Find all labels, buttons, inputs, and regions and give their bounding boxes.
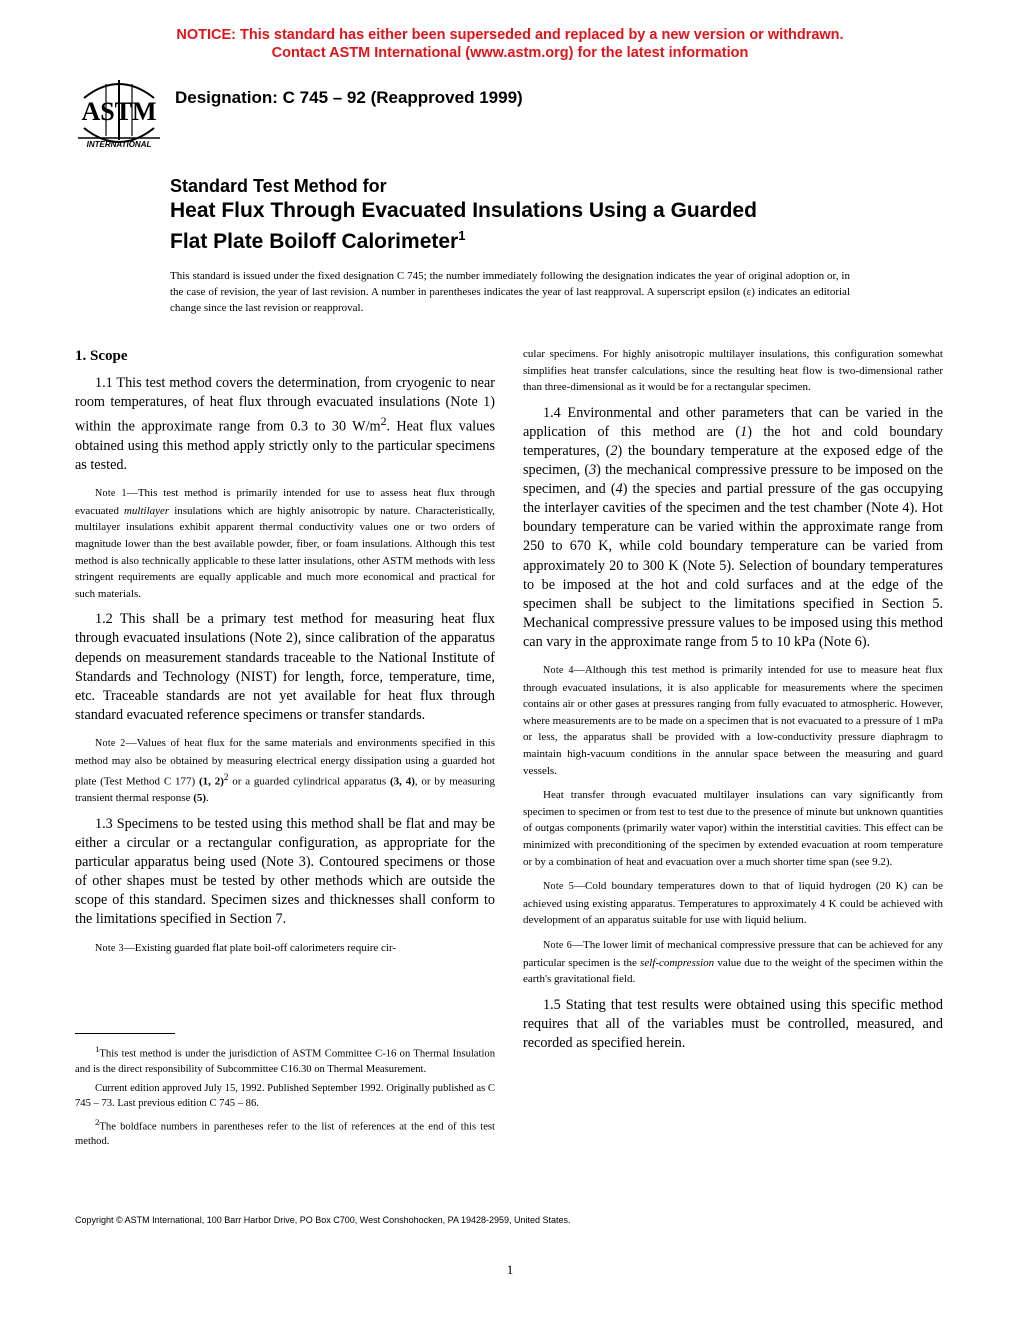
note-2 <box>75 735 495 807</box>
section-heading-scope: 1. Scope <box>75 348 128 364</box>
astm-logo <box>76 76 162 150</box>
title-line-1: Heat Flux Through Evacuated Insulations Using a Guarded <box>170 199 757 222</box>
issued-notice: This standard is issued under the fixed designation C 745; the number immediately following the designation indicates the year of original adoption or, in the case of revision, the year of last revision. A number in parentheses indicates the year of last reapproval. A superscript epsilon (ε) indicates an editorial change since the last revision or reapproval. <box>170 270 850 314</box>
logo-letters: ASTM <box>81 97 157 126</box>
footnote-1 <box>75 1042 495 1077</box>
note-1-text-a: —This test method is primarily intended for use to assess heat flux through evacuated <box>75 487 495 517</box>
p14-item-2: 2 <box>610 442 618 459</box>
note-2-ref-2: (3, 4) <box>389 775 415 788</box>
logo-subtext: INTERNATIONAL <box>86 140 152 149</box>
unit-superscript: 2 <box>380 414 387 429</box>
note-1-emphasis: multilayer <box>123 504 170 517</box>
note-5-text: —Cold boundary temperatures down to that of liquid hydrogen (20 K) can be achieved using existing apparatus. Temperatures to approximately 4 K could be achieved with development of an apparatus suitable for use with liquid helium. <box>523 880 943 927</box>
p14-item-3: 3 <box>589 462 597 479</box>
designation: Designation: C 745 – 92 (Reapproved 1999) <box>175 88 523 107</box>
note-1-label: Note 1 <box>95 488 127 500</box>
paragraph-1-1-text: 1.1 This test method covers the determination, from cryogenic to near room temperatures, of heat flux through evacuated insulations (Note 1) within the approximate range from 0.3 to 30 W/m <box>75 375 495 435</box>
paragraph-1-1 <box>75 374 495 475</box>
p14-a: 1.4 Environmental and other parameters that can be varied in the application of this method are ( <box>523 404 943 440</box>
note-3-label: Note 3 <box>95 942 124 954</box>
note-2-ref-3: (5) <box>193 792 207 805</box>
copyright: Copyright © ASTM International, 100 Barr Harbor Drive, PO Box C700, West Conshohocken, PA 19428-2959, United States. <box>75 1215 571 1225</box>
note-3 <box>75 940 495 958</box>
footnote-1-text: This test method is under the jurisdiction of ASTM Committee C-16 on Thermal Insulation and is the direct responsibility of Subcommittee C16.30 on Thermal Measurement. <box>75 1048 495 1075</box>
note-6-text-a: —The lower limit of mechanical compressive pressure that can be achieved for any particular specimen is the <box>523 938 943 969</box>
p14-d: ) the mechanical compressive pressure to be imposed on the specimen, and ( <box>523 462 943 498</box>
note-2-text-d: . <box>206 792 209 805</box>
paragraph-1-4 <box>523 404 943 652</box>
note-2-text-c: , or by measuring transient thermal response <box>75 775 496 805</box>
footnote-2-marker: 2 <box>95 1116 100 1127</box>
note-4-label: Note 4 <box>543 665 574 676</box>
paragraph-1-1-end: . Heat flux values obtained using this method apply strictly only to the particular specimens as tested. <box>75 418 495 474</box>
notice-line-2: Contact ASTM International (www.astm.org) for the latest information <box>271 45 749 61</box>
title-line-2-text: Flat Plate Boiloff Calorimeter <box>170 230 459 253</box>
note-4-paragraph-2: Heat transfer through evacuated multilayer insulations can vary significantly from specimen to specimen or from test to test due to the presence of minute but unknown quantities of outgas components (primarily water vapor) within the interstitial cavities. This effect can be minimized with preconditioning of the specimen by extended evacuation at room temperature or by a combination of heat and evacuation over a much shorter time span (see 9.2). <box>523 789 943 868</box>
note-1-text-b: insulations which are highly anisotropic by nature. Characteristically, multilayer insulations exhibit apparent thermal conductivity values one or two orders of magnitude lower than the best available powder, fiber, or foam insulations. Although this test method is also technically applicable to these latter insulations, other ASTM methods with less stringent requirements are equally applicable and much more economical and practical for such materials. <box>75 504 495 600</box>
footnotes <box>75 1042 495 1153</box>
note-6-text-b: value due to the weight of the specimen within the earth's gravitational field. <box>523 956 943 986</box>
title-block <box>170 174 890 254</box>
note-4 <box>523 662 943 779</box>
note-6 <box>523 937 943 988</box>
page-number: 1 <box>506 1262 514 1277</box>
note-2-text-a: —Values of heat flux for the same materials and environments specified in this method may also be obtained by measuring electrical energy dissipation using a guarded hot plate (Test Method C 177) <box>75 736 495 788</box>
footnote-1-edition: Current edition approved July 15, 1992. Published September 1992. Originally published as C 745 – 73. Last previous edition C 745 – 86. <box>75 1082 495 1109</box>
paragraph-1-2: 1.2 This shall be a primary test method for measuring heat flux through evacuated insulations (Note 2), since calibration of the apparatus depends on measurement standards traceable to the National Institute of Standards and Technology (NIST) for length, force, temperature, time, etc. Traceable standards are not yet available for heat flux through standard evacuated reference specimens or transfer standards. <box>75 611 495 723</box>
note-3-continued: cular specimens. For highly anisotropic multilayer insulations, this configuration somewhat simplifies heat transfer calculations, since the resulting heat flow is two-dimensional rather than three-dimensional as it would be for a rectangular specimen. <box>523 348 943 394</box>
title-line-2 <box>170 223 890 254</box>
left-column <box>75 346 495 965</box>
footnote-divider <box>75 1033 175 1034</box>
note-3-text: —Existing guarded flat plate boil-off calorimeters require cir- <box>123 941 397 954</box>
note-6-emphasis: self-compression <box>640 956 715 969</box>
title-prefix: Standard Test Method for <box>170 176 387 196</box>
note-2-text-b: or a guarded cylindrical apparatus <box>228 775 390 788</box>
p14-e: ) the species and partial pressure of the gas occupying the interlayer cavities of the specimen and the test chamber (Note 4). Hot boundary temperature can be varied within the approximate range from 250 to 670 K, while cold boundary temperature can be varied from approximately 20 to 300 K (Note 5). Selection of boundary temperatures to be imposed at the hot and cold surfaces and at the edge of the specimen shall be subject to the limitations specified in Section 5. Mechanical compressive pressure values to be imposed using this method can vary in the approximate range from 5 to 10 kPa (Note 6). <box>523 481 943 650</box>
notice-line-1: NOTICE: This standard has either been superseded and replaced by a new version or withdrawn. <box>176 27 844 43</box>
title-footnote-ref: 1 <box>458 228 466 243</box>
note-2-ref-1: (1, 2) <box>198 775 224 788</box>
note-5-label: Note 5 <box>543 881 575 893</box>
p14-item-4: 4 <box>615 481 623 498</box>
right-column <box>523 346 943 1063</box>
note-4-text: —Although this test method is primarily intended for use to measure heat flux through evacuated insulations, it is also applicable for measurements where the specimen contains air or other gases at pressures ranging from fully evacuated to atmospheric. However, where measurements are to be made on a specimen that is not evacuated to a pressure of 1 mPa or less, the apparatus shall be provided with a low-conductivity pressure diaphragm to maintain high-vacuum conditions in the annular space between the measuring and guard vessels. <box>523 664 943 777</box>
p14-item-1: 1 <box>740 423 748 440</box>
paragraph-1-5: 1.5 Stating that test results were obtained using this specific method requires that all of the variables must be controlled, measured, and recorded as specified herein. <box>523 996 943 1051</box>
note-1 <box>75 485 495 602</box>
p14-c: ) the boundary temperature at the exposed edge of the specimen, ( <box>523 442 943 479</box>
footnote-2-text: The boldface numbers in parentheses refer to the list of references at the end of this test method. <box>75 1121 495 1148</box>
note-5 <box>523 878 943 929</box>
p14-b: ) the hot and cold boundary temperatures, ( <box>523 423 944 459</box>
paragraph-1-3: 1.3 Specimens to be tested using this method shall be flat and may be either a circular or a rectangular configuration, as appropriate for the particular apparatus being used (Note 3). Contoured specimens or those of other shapes must be tested by other methods which are outside the scope of this standard. Specimen sizes and thicknesses shall conform to the limitations specified in Section 7. <box>75 815 495 928</box>
footnote-2 <box>75 1115 495 1150</box>
note-2-footnote-ref: 2 <box>223 772 229 783</box>
supersede-notice <box>0 26 1020 62</box>
note-6-label: Note 6 <box>543 939 573 951</box>
note-2-label: Note 2 <box>95 737 126 749</box>
footnote-1-marker: 1 <box>95 1044 100 1054</box>
